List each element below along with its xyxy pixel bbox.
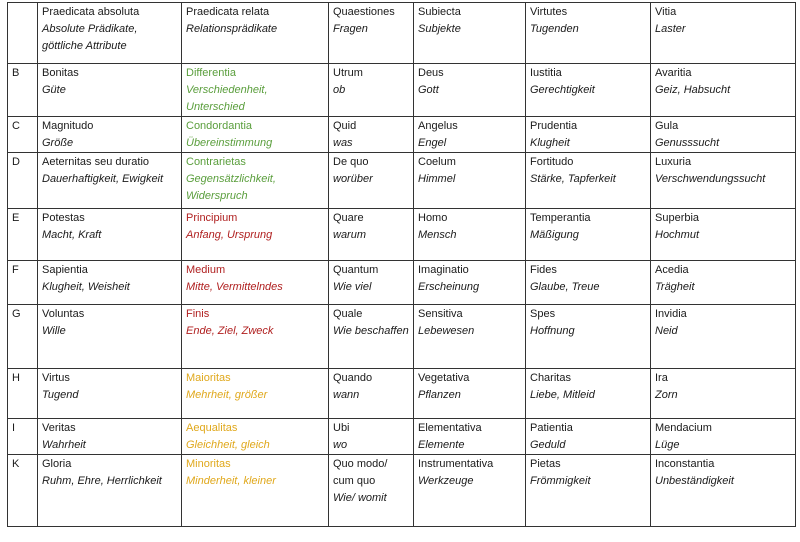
table-cell [38,64,182,117]
cell-latin: Quale [333,308,363,320]
cell-latin: Vegetativa [418,372,470,384]
cell-german: Mäßigung [530,229,579,241]
table-cell [526,117,651,153]
cell-german: Himmel [418,173,456,185]
cell-latin: Superbia [655,212,700,224]
table-row [8,305,796,369]
table-cell [414,261,526,305]
cell-german: Mitte, Vermittelndes [186,281,283,293]
table-row [8,369,796,419]
cell-german: Klugheit [530,137,570,149]
row-letter: H [12,372,20,384]
table-cell [38,419,182,455]
table-cell [526,455,651,527]
cell-latin: Charitas [530,372,571,384]
cell-latin: Imaginatio [418,264,469,276]
row-letter-cell [8,209,38,261]
table-cell [414,305,526,369]
cell-latin: Medium [186,264,226,276]
cell-german: Minderheit, kleiner [186,475,276,487]
header-latin: Quaestiones [333,6,395,18]
cell-latin: Magnitudo [42,120,94,132]
cell-latin: Aequalitas [186,422,238,434]
cell-latin: Contrarietas [186,156,246,168]
cell-latin: Voluntas [42,308,85,320]
table-cell [651,419,796,455]
cell-german: Elemente [418,439,465,451]
table-cell [526,419,651,455]
cell-latin: Aeternitas seu duratio [42,156,150,168]
table-cell [414,209,526,261]
cell-latin: Homo [418,212,448,224]
header-cell-praedicata-relata [182,3,329,64]
cell-german: Verschiedenheit, Unterschied [186,84,268,113]
row-letter-cell [8,369,38,419]
cell-german: Lebewesen [418,325,475,337]
cell-german: Geduld [530,439,566,451]
cell-german: Hoffnung [530,325,575,337]
cell-latin: Quid [333,120,357,132]
cell-german: was [333,137,353,149]
cell-german: Gerechtigkeit [530,84,595,96]
cell-german: Anfang, Ursprung [186,229,273,241]
header-latin: Vitia [655,6,677,18]
cell-german: Mensch [418,229,457,241]
table-cell [526,64,651,117]
table-row [8,419,796,455]
cell-german: Gleichheit, gleich [186,439,270,451]
table-cell [182,369,329,419]
cell-german: worüber [333,173,373,185]
cell-german: Klugheit, Weisheit [42,281,130,293]
cell-german: Mehrheit, größer [186,389,268,401]
cell-latin: Spes [530,308,556,320]
cell-latin: Avaritia [655,67,692,79]
row-letter: D [12,156,20,168]
table-cell [329,455,414,527]
cell-german: Macht, Kraft [42,229,102,241]
cell-german: wann [333,389,360,401]
cell-latin: Sapientia [42,264,88,276]
row-letter: I [12,422,16,434]
table-cell [182,153,329,209]
table-cell [329,64,414,117]
table-cell [182,261,329,305]
cell-german: Übereinstimmung [186,137,273,149]
header-latin: Praedicata absoluta [42,6,140,18]
header-german: Laster [655,23,686,35]
cell-german: Verschwendungssucht [655,173,766,185]
table-cell [651,117,796,153]
cell-latin: Mendacium [655,422,712,434]
table-container [7,2,796,527]
table-cell [414,369,526,419]
table-cell [414,64,526,117]
table-cell [651,64,796,117]
cell-german: Dauerhaftigkeit, Ewigkeit [42,173,164,185]
table-cell [38,153,182,209]
cell-german: Gott [418,84,439,96]
table-cell [329,117,414,153]
table-body [8,3,796,527]
cell-german: Neid [655,325,678,337]
cell-latin: Patientia [530,422,573,434]
header-german: Fragen [333,23,368,35]
cell-german: Größe [42,137,74,149]
table-cell [38,369,182,419]
row-letter-cell [8,419,38,455]
cell-latin: Fides [530,264,557,276]
table-row [8,455,796,527]
header-cell-quaestiones [329,3,414,64]
header-corner-cell [8,3,38,64]
cell-latin: Differentia [186,67,236,79]
cell-german: Liebe, Mitleid [530,389,595,401]
table-cell [182,419,329,455]
table-cell [38,455,182,527]
cell-german: Stärke, Tapferkeit [530,173,616,185]
cell-german: wo [333,439,348,451]
cell-latin: Invidia [655,308,687,320]
cell-latin: Sensitiva [418,308,463,320]
table-cell [182,117,329,153]
table-cell [651,209,796,261]
table-cell [38,305,182,369]
cell-german: Geiz, Habsucht [655,84,731,96]
cell-german: Wie viel [333,281,372,293]
header-latin: Praedicata relata [186,6,270,18]
row-letter: F [12,264,19,276]
header-latin: Virtutes [530,6,568,18]
row-letter: B [12,67,20,79]
cell-german: Hochmut [655,229,700,241]
cell-latin: Bonitas [42,67,79,79]
cell-latin: Quare [333,212,364,224]
row-letter-cell [8,153,38,209]
row-letter-cell [8,117,38,153]
table-cell [38,209,182,261]
cell-latin: Pietas [530,458,561,470]
table-cell [329,419,414,455]
table-cell [526,305,651,369]
cell-german: Unbeständigkeit [655,475,734,487]
cell-latin: Inconstantia [655,458,715,470]
table-cell [651,369,796,419]
cell-latin: Temperantia [530,212,591,224]
cell-german: Glaube, Treue [530,281,600,293]
table-cell [414,419,526,455]
table-cell [329,369,414,419]
table-cell [182,64,329,117]
cell-latin: Elementativa [418,422,482,434]
table-row [8,209,796,261]
cell-latin: Veritas [42,422,76,434]
cell-latin: Coelum [418,156,456,168]
cell-german: Zorn [655,389,678,401]
cell-latin: Deus [418,67,444,79]
cell-german: Wie/ womit [333,492,387,504]
cell-latin: Quantum [333,264,379,276]
table-cell [526,261,651,305]
cell-latin: Gloria [42,458,72,470]
header-latin: Subiecta [418,6,461,18]
cell-latin: Virtus [42,372,70,384]
cell-german: Pflanzen [418,389,461,401]
cell-german: Erscheinung [418,281,480,293]
header-german: Tugenden [530,23,579,35]
cell-german: Tugend [42,389,79,401]
table-cell [182,455,329,527]
table-cell [38,117,182,153]
table-row [8,153,796,209]
table-cell [651,455,796,527]
cell-latin: Utrum [333,67,363,79]
row-letter-cell [8,305,38,369]
table-cell [414,117,526,153]
table-cell [329,305,414,369]
cell-latin: Gula [655,120,679,132]
header-german: Absolute Prädikate, göttliche Attribute [42,23,138,52]
table-cell [329,209,414,261]
table-row [8,117,796,153]
table-cell [651,261,796,305]
cell-german: Genusssucht [655,137,720,149]
cell-latin: Iustitia [530,67,562,79]
cell-german: Trägheit [655,281,695,293]
cell-latin: Condordantia [186,120,253,132]
header-cell-subiecta [414,3,526,64]
header-cell-virtutes [526,3,651,64]
table-cell [182,305,329,369]
cell-latin: Principium [186,212,238,224]
table-cell [329,153,414,209]
row-letter: E [12,212,20,224]
row-letter-cell [8,64,38,117]
row-letter: G [12,308,21,320]
cell-latin: Acedia [655,264,689,276]
cell-latin: Luxuria [655,156,692,168]
row-letter: K [12,458,20,470]
header-row [8,3,796,64]
row-letter: C [12,120,20,132]
cell-latin: Quo modo/ cum quo [333,458,388,487]
cell-latin: Fortitudo [530,156,574,168]
row-letter-cell [8,261,38,305]
cell-latin: Quando [333,372,373,384]
cell-german: Engel [418,137,447,149]
table-cell [526,153,651,209]
table-cell [526,209,651,261]
header-german: Relationsprädikate [186,23,278,35]
cell-latin: Angelus [418,120,458,132]
table-cell [38,261,182,305]
row-letter-cell [8,455,38,527]
cell-latin: Instrumentativa [418,458,494,470]
table-cell [526,369,651,419]
cell-german: Wie beschaffen [333,325,409,337]
cell-latin: Prudentia [530,120,578,132]
cell-german: Güte [42,84,66,96]
table-cell [329,261,414,305]
cell-german: ob [333,84,346,96]
cell-latin: Maioritas [186,372,231,384]
table-row [8,64,796,117]
ars-magna-table [7,2,796,527]
header-cell-vitia [651,3,796,64]
cell-latin: Potestas [42,212,85,224]
table-row [8,261,796,305]
cell-latin: Ira [655,372,668,384]
cell-german: Werkzeuge [418,475,474,487]
cell-german: Frömmigkeit [530,475,591,487]
table-cell [182,209,329,261]
table-cell [414,455,526,527]
header-cell-praedicata-absoluta [38,3,182,64]
cell-german: Wahrheit [42,439,86,451]
cell-german: Lüge [655,439,680,451]
cell-german: Ruhm, Ehre, Herrlichkeit [42,475,162,487]
cell-latin: Minoritas [186,458,231,470]
cell-latin: Finis [186,308,210,320]
cell-latin: De quo [333,156,369,168]
cell-latin: Ubi [333,422,350,434]
cell-german: Gegensätzlichkeit, Widerspruch [186,173,276,202]
cell-german: Wille [42,325,66,337]
table-cell [651,153,796,209]
table-cell [651,305,796,369]
cell-german: Ende, Ziel, Zweck [186,325,274,337]
table-cell [414,153,526,209]
cell-german: warum [333,229,367,241]
header-german: Subjekte [418,23,461,35]
